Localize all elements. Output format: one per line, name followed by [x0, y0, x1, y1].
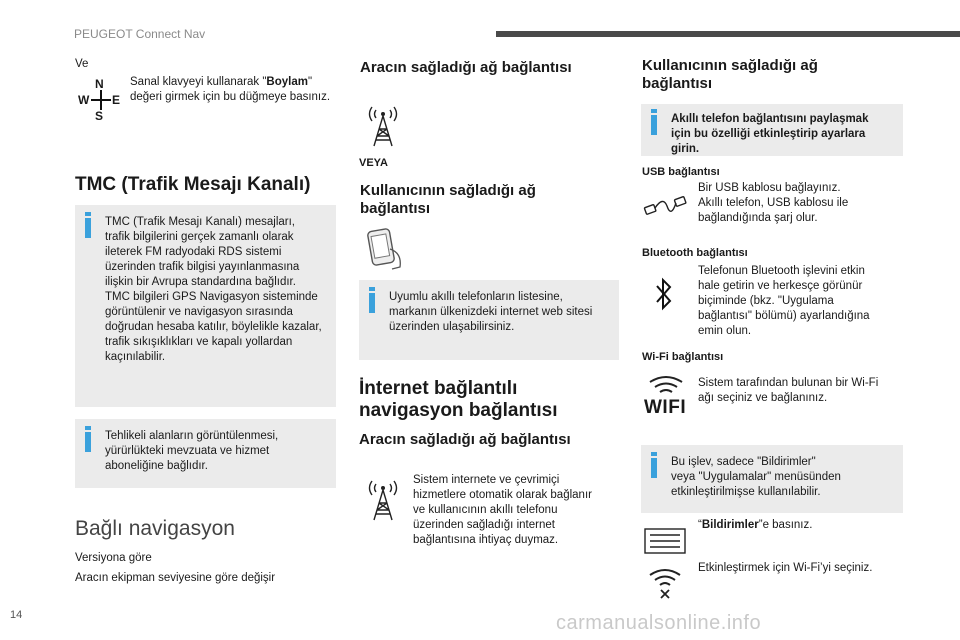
info-icon: [651, 115, 657, 135]
danger-zone-note: Tehlikeli alanların görüntülenmesi, yürürlükteki mevzuata ve hizmet aboneliğine bağlıdır.: [75, 419, 336, 488]
user-connection-title: Kullanıcının sağladığı ağ bağlantısı: [360, 182, 536, 217]
auto-connect-text: Sistem internete ve çevrimiçi hizmetlere otomatik olarak bağlanır ve kullanıcının akıllı telefonu üzerinden sağladığı internet bağlantısına ihtiyaç duymaz.: [413, 474, 592, 546]
version-text: Versiyona göre: [75, 552, 152, 564]
usb-text: Bir USB kablosu bağlayınız. Akıllı telefon, USB kablosu ile bağlandığında şarj olur.: [698, 182, 849, 224]
tmc-title: TMC (Trafik Mesajı Kanalı): [75, 174, 311, 195]
usb-label: USB bağlantısı: [642, 166, 720, 178]
info-icon: [369, 293, 375, 313]
vehicle-connection-title: Aracın sağladığı ağ bağlantısı: [360, 59, 572, 76]
page-number: 14: [10, 609, 23, 621]
internet-nav-title: İnternet bağlantılı navigasyon bağlantısı: [359, 378, 558, 421]
watermark: carmanualsonline.info: [556, 612, 762, 634]
info-icon: [85, 432, 91, 452]
equipment-text: Aracın ekipman seviyesine göre değişir: [75, 572, 276, 584]
smartphone-icon: [362, 225, 408, 271]
info-icon: [651, 458, 657, 478]
wifi-label: Wi-Fi bağlantısı: [642, 351, 724, 363]
info-icon: [85, 218, 91, 238]
header-bar: [496, 31, 960, 37]
keyboard-instruction: Sanal klavyeyi kullanarak "Boylam" değeri girmek için bu düğmeye basınız.: [130, 76, 331, 103]
bluetooth-icon: [655, 277, 673, 311]
notifications-note: Bu işlev, sadece "Bildirimler" veya "Uygulamalar" menüsünden etkinleştirilmişse kullanılabilir.: [641, 445, 903, 513]
connected-nav-title: Bağlı navigasyon: [75, 517, 235, 540]
running-header: PEUGEOT Connect Nav: [74, 27, 206, 41]
compass-icon: N W E S: [78, 77, 121, 123]
wifi-icon: WIFI: [644, 375, 690, 421]
phone-list-note: Uyumlu akıllı telefonların listesine, markanın ülkenizdeki internet web sitesi üzerinden ulaşabilirsiniz.: [359, 280, 619, 360]
bluetooth-label: Bluetooth bağlantısı: [642, 247, 748, 259]
share-connection-note: Akıllı telefon bağlantısını paylaşmak için bu özelliği etkinleştirip ayarlara girin.: [641, 104, 903, 156]
antenna-icon: [366, 104, 400, 148]
wifi-enable-text: Etkinleştirmek için Wi-Fi’yi seçiniz.: [698, 562, 873, 574]
ve-label: Ve: [75, 58, 89, 70]
usb-cable-icon: [643, 194, 687, 220]
vehicle-connection-title-2: Aracın sağladığı ağ bağlantısı: [359, 431, 571, 448]
veya-label: VEYA: [359, 157, 388, 169]
notifications-instruction: “Bildirimler”e basınız.: [698, 519, 813, 531]
wifi-disabled-icon: [648, 568, 682, 600]
tmc-info-note: TMC (Trafik Mesajı Kanalı) mesajları, trafik bilgilerini gerçek zamanlı olarak ileterek FM radyodaki RDS sistemi üzerinden trafik bilgisi yayınlanmasına ilişkin bir Avrupa standardına bağlıdır. TMC bilgileri GPS Navigasyon sisteminde görüntülenir ve navigasyon sırasında doğrudan hesaba katılır, böylelikle kazalar, trafik sıkışıklıkları ve kapalı yollardan kaçınılabilir.: [75, 205, 336, 407]
bluetooth-text: Telefonun Bluetooth işlevini etkin hale getirin ve herkesçe görünür biçiminde (bkz. "Uygulama bağlantısı" bölümü) ayarlandığına emin olun.: [698, 265, 870, 337]
user-connection-title-col3: Kullanıcının sağladığı ağ bağlantısı: [642, 57, 818, 92]
antenna-icon: [366, 478, 400, 522]
wifi-text: Sistem tarafından bulunan bir Wi-Fi ağı seçiniz ve bağlanınız.: [698, 377, 879, 404]
menu-list-icon: [644, 528, 686, 554]
